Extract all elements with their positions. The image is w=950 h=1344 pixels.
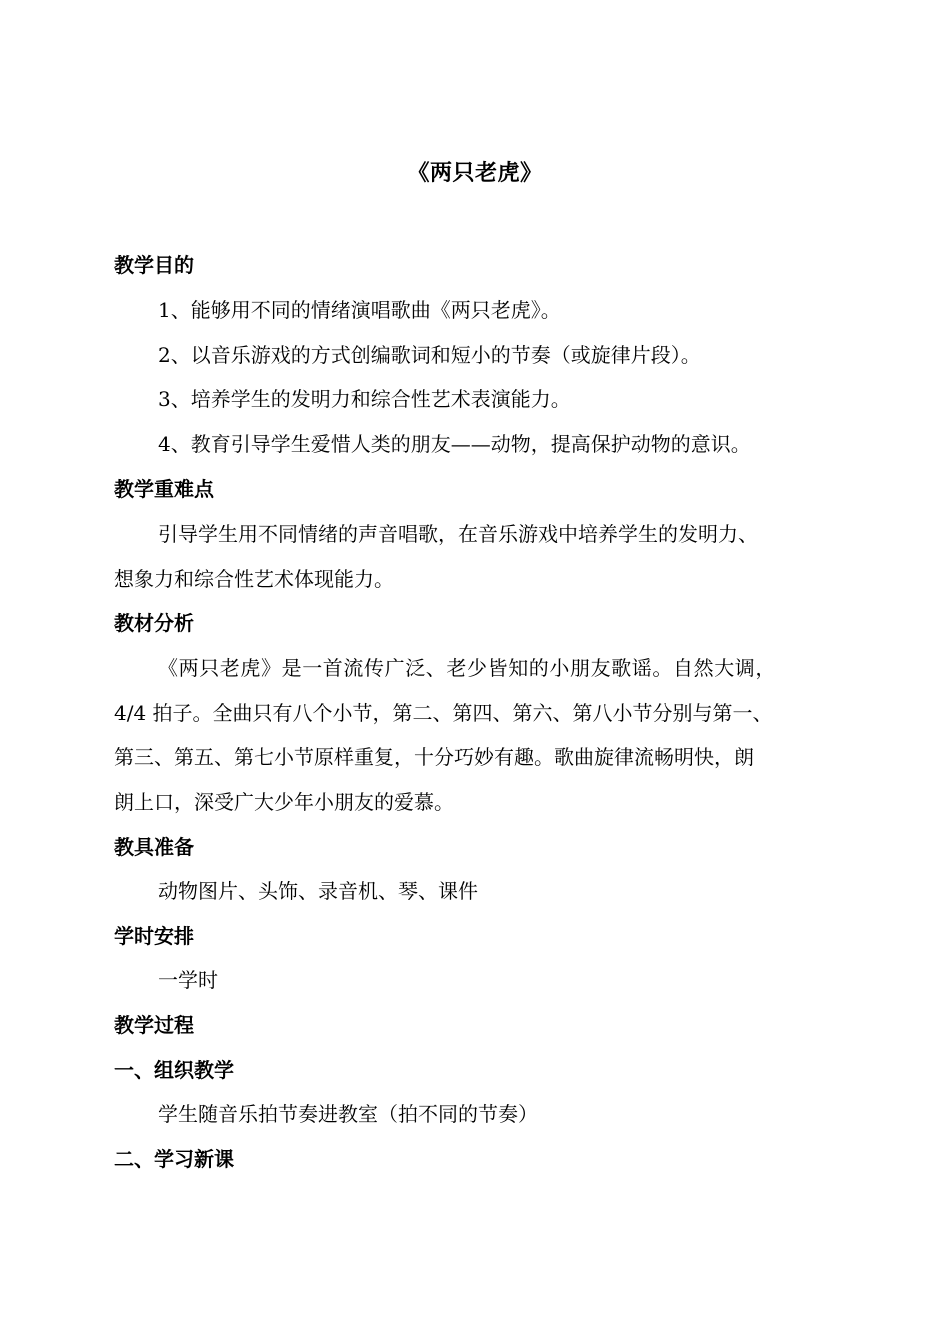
section-heading-objectives: 教学目的 (114, 253, 194, 277)
objective-item: 1、能够用不同的情绪演唱歌曲《两只老虎》。 (158, 298, 561, 322)
step-text-organize: 学生随音乐拍节奏进教室（拍不同的节奏） (158, 1102, 538, 1126)
paragraph-line: 想象力和综合性艺术体现能力。 (114, 567, 394, 591)
section-heading-key-points: 教学重难点 (114, 477, 214, 501)
step-heading-new-lesson: 二、学习新课 (114, 1147, 234, 1171)
objective-item: 2、以音乐游戏的方式创编歌词和短小的节奏（或旋律片段）。 (158, 343, 701, 367)
paragraph-line: 朗上口，深受广大少年小朋友的爱慕。 (114, 790, 454, 814)
objective-item: 4、教育引导学生爱惜人类的朋友——动物，提高保护动物的意识。 (158, 432, 751, 456)
section-heading-analysis: 教材分析 (114, 611, 194, 635)
step-heading-organize: 一、组织教学 (114, 1058, 234, 1082)
materials-text: 动物图片、头饰、录音机、琴、课件 (158, 879, 478, 903)
section-heading-materials: 教具准备 (114, 835, 194, 859)
objective-item: 3、培养学生的发明力和综合性艺术表演能力。 (158, 387, 571, 411)
schedule-text: 一学时 (158, 968, 218, 992)
paragraph-line: 4/4 拍子。全曲只有八个小节，第二、第四、第六、第八小节分别与第一、 (114, 701, 773, 725)
document-title: 《两只老虎》 (407, 160, 543, 186)
section-heading-process: 教学过程 (114, 1013, 194, 1037)
paragraph-line: 第三、第五、第七小节原样重复，十分巧妙有趣。歌曲旋律流畅明快，朗 (114, 745, 754, 769)
paragraph-line: 《两只老虎》是一首流传广泛、老少皆知的小朋友歌谣。自然大调， (158, 656, 776, 680)
section-heading-schedule: 学时安排 (114, 924, 194, 948)
paragraph-line: 引导学生用不同情绪的声音唱歌，在音乐游戏中培养学生的发明力、 (158, 522, 758, 546)
